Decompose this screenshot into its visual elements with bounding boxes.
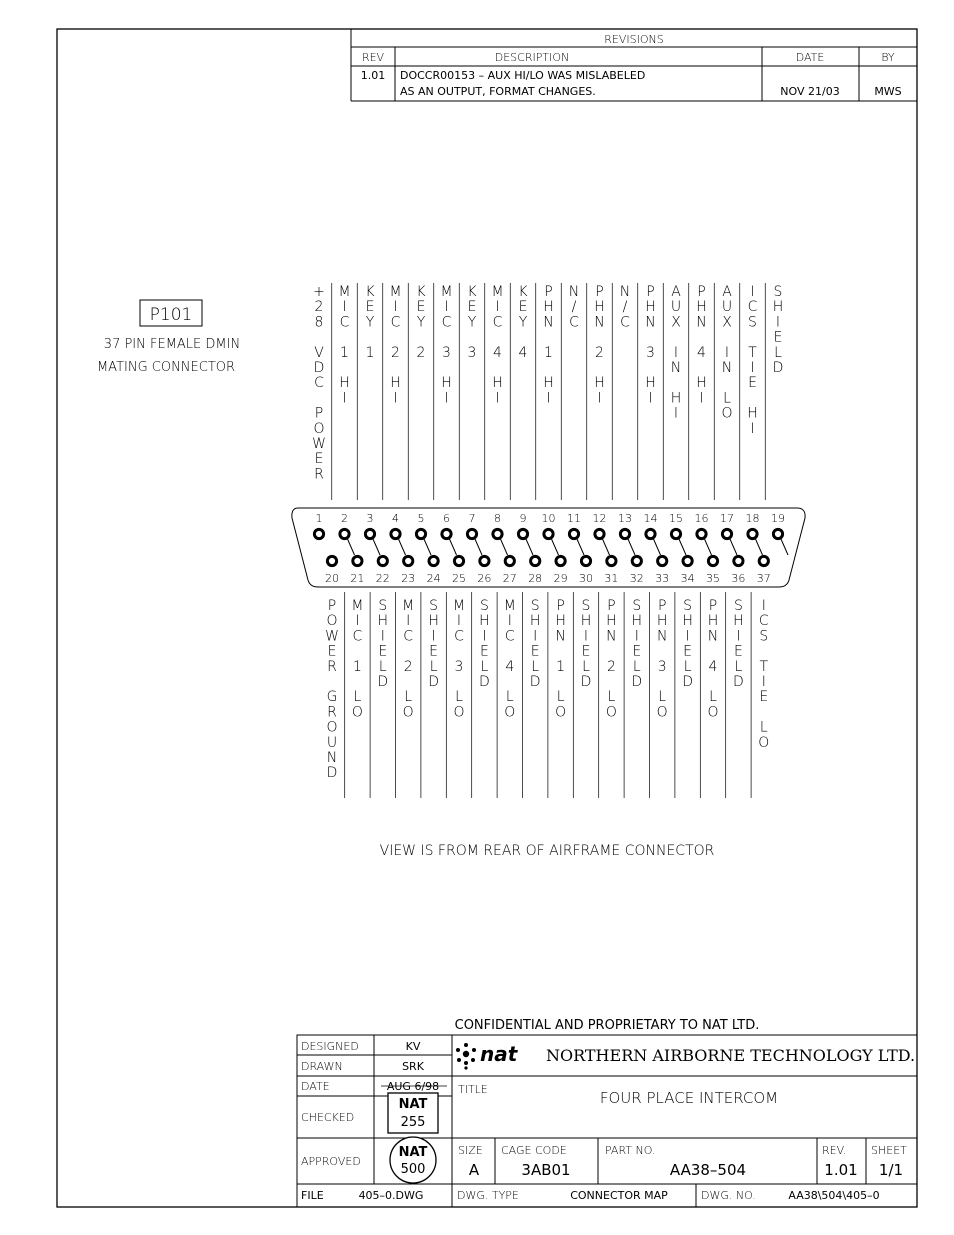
pin-leader	[501, 539, 508, 555]
pin-number-26: 26	[477, 572, 492, 585]
date-value: AUG 6/98	[386, 1080, 440, 1093]
pin-leader	[654, 539, 661, 555]
pin-number-14: 14	[643, 512, 658, 525]
pin-29-contact	[556, 556, 565, 565]
pin-8-contact	[493, 529, 502, 538]
pin-20-contact	[327, 556, 336, 565]
top-pin-labels	[312, 283, 783, 500]
pin-number-7: 7	[468, 512, 476, 525]
pin-leader	[399, 539, 406, 555]
pin-35-contact	[708, 556, 717, 565]
pin-number-35: 35	[706, 572, 720, 585]
pin-leader	[628, 539, 635, 555]
pin-4-contact	[391, 529, 400, 538]
pin-19-contact	[773, 529, 782, 538]
pin-leader	[679, 539, 686, 555]
pin-32-contact	[632, 556, 641, 565]
pin-number-5: 5	[417, 512, 425, 525]
bottom-pin-37-label: I C S T I E L O	[758, 598, 770, 751]
checked-label: CHECKED	[301, 1111, 355, 1124]
pin-27-contact	[505, 556, 514, 565]
pin-leader	[756, 539, 763, 555]
connector-id: P101	[149, 305, 193, 325]
top-pin-12-label: P H N 2 H I	[594, 284, 605, 407]
pin-3-contact	[365, 529, 374, 538]
bottom-pin-24-label: S H I E L D	[428, 598, 439, 690]
bottom-pin-30-label: S H I E L D	[580, 598, 592, 690]
rev-description-line2: AS AN OUTPUT, FORMAT CHANGES.	[400, 85, 596, 98]
pin-number-37: 37	[756, 572, 771, 585]
rev-header: REV	[361, 51, 385, 64]
pin-number-3: 3	[366, 512, 374, 525]
checked-stamp-line2: 255	[400, 1115, 426, 1130]
connector-pins	[314, 512, 788, 585]
pin-16-contact	[697, 529, 706, 538]
rev-value-title: 1.01	[824, 1161, 858, 1179]
connector-description-line1: 37 PIN FEMALE DMIN	[103, 337, 241, 352]
top-pin-6-label: M I C 3 H I	[440, 284, 453, 407]
bottom-pin-20-label: P O W E R G R O U N D	[325, 598, 339, 782]
bottom-pin-35-label: P H N 4 L O	[707, 598, 719, 721]
pin-number-18: 18	[745, 512, 760, 525]
date-header: DATE	[795, 51, 825, 64]
checked-stamp-line1: NAT	[398, 1097, 428, 1112]
pin-number-2: 2	[341, 512, 348, 525]
pin-leader	[577, 539, 584, 555]
pin-9-contact	[518, 529, 527, 538]
part-no-value: AA38–504	[669, 1161, 747, 1179]
top-pin-19-label: S H I E L D	[772, 284, 784, 376]
pin-number-27: 27	[502, 572, 517, 585]
pin-22-contact	[378, 556, 387, 565]
pin-31-contact	[607, 556, 616, 565]
sheet-value: 1/1	[878, 1161, 904, 1179]
pin-number-31: 31	[604, 572, 619, 585]
size-label: SIZE	[458, 1144, 483, 1157]
bottom-pin-23-label: M I C 2 L O	[402, 598, 415, 721]
drawn-value: SRK	[402, 1060, 424, 1073]
bottom-pin-21-label: M I C 1 L O	[351, 598, 364, 721]
pin-leader	[603, 539, 610, 555]
pin-leader	[705, 539, 712, 555]
pin-number-28: 28	[528, 572, 543, 585]
date-label: DATE	[301, 1080, 330, 1093]
top-pin-9-label: K E Y 4	[518, 284, 528, 361]
pin-leader	[348, 539, 355, 555]
bottom-pin-33-label: P H N 3 L O	[656, 598, 668, 721]
bottom-pin-labels	[325, 592, 769, 798]
pin-leader	[373, 539, 380, 555]
pin-7-contact	[467, 529, 476, 538]
pin-number-8: 8	[494, 512, 501, 525]
pin-21-contact	[353, 556, 362, 565]
top-pin-3-label: K E Y 1	[365, 284, 375, 361]
rev-description-line1: DOCCR00153 – AUX HI/LO WAS MISLABELED	[400, 69, 646, 82]
pin-number-20: 20	[325, 572, 339, 585]
bottom-pin-27-label: M I C 4 L O	[503, 598, 516, 721]
revisions-title: REVISIONS	[604, 33, 664, 46]
pin-number-1: 1	[315, 512, 323, 525]
pin-23-contact	[404, 556, 413, 565]
pin-number-12: 12	[592, 512, 607, 525]
pin-14-contact	[646, 529, 655, 538]
pin-33-contact	[658, 556, 667, 565]
designed-value: KV	[405, 1040, 421, 1053]
drawing-title: FOUR PLACE INTERCOM	[599, 1089, 779, 1107]
top-pin-11-label: N / C	[568, 284, 580, 331]
pin-number-29: 29	[553, 572, 568, 585]
bottom-pin-32-label: S H I E L D	[631, 598, 643, 690]
part-no-label: PART NO.	[605, 1144, 656, 1157]
pin-37-contact	[759, 556, 768, 565]
top-pin-4-label: M I C 2 H I	[389, 284, 402, 407]
pin-13-contact	[620, 529, 629, 538]
pin-number-9: 9	[519, 512, 527, 525]
pin-number-13: 13	[618, 512, 632, 525]
company-name: NORTHERN AIRBORNE TECHNOLOGY LTD.	[546, 1046, 916, 1065]
pin-leader	[781, 539, 788, 555]
pin-26-contact	[480, 556, 489, 565]
pin-leader	[424, 539, 431, 555]
nat-logo-icon	[456, 1043, 476, 1070]
pin-6-contact	[442, 529, 451, 538]
pin-number-23: 23	[401, 572, 416, 585]
pin-18-contact	[748, 529, 757, 538]
approved-label: APPROVED	[301, 1155, 361, 1168]
top-pin-7-label: K E Y 3	[467, 284, 477, 361]
cage-code-label: CAGE CODE	[501, 1144, 567, 1157]
pin-number-21: 21	[350, 572, 365, 585]
pin-number-4: 4	[392, 512, 399, 525]
pin-15-contact	[671, 529, 680, 538]
pin-12-contact	[595, 529, 604, 538]
top-pin-8-label: M I C 4 H I	[491, 284, 504, 407]
connector-description-line2: MATING CONNECTOR	[96, 360, 236, 375]
drawn-label: DRAWN	[301, 1060, 343, 1073]
confidential-notice: CONFIDENTIAL AND PROPRIETARY TO NAT LTD.	[454, 1018, 760, 1033]
pin-25-contact	[454, 556, 463, 565]
pin-11-contact	[569, 529, 578, 538]
pin-leader	[450, 539, 457, 555]
pin-17-contact	[722, 529, 731, 538]
rev-date: NOV 21/03	[780, 85, 840, 98]
top-pin-13-label: N / C	[619, 284, 631, 331]
pin-number-34: 34	[680, 572, 695, 585]
pin-leader	[526, 539, 533, 555]
bottom-pin-36-label: S H I E L D	[733, 598, 744, 690]
top-pin-14-label: P H N 3 H I	[645, 284, 656, 407]
dwg-type-label: DWG. TYPE	[457, 1189, 519, 1202]
title-label: TITLE	[458, 1083, 488, 1096]
bottom-pin-34-label: S H I E L D	[682, 598, 693, 690]
pin-number-19: 19	[771, 512, 785, 525]
view-note: VIEW IS FROM REAR OF AIRFRAME CONNECTOR	[379, 843, 715, 859]
pin-number-36: 36	[731, 572, 746, 585]
pin-leader	[730, 539, 737, 555]
pin-10-contact	[544, 529, 553, 538]
pin-leader	[552, 539, 559, 555]
pin-number-10: 10	[541, 512, 556, 525]
pin-number-33: 33	[655, 572, 670, 585]
by-header: BY	[881, 51, 895, 64]
approved-stamp-line1: NAT	[398, 1145, 428, 1160]
pin-number-17: 17	[720, 512, 734, 525]
pin-number-11: 11	[567, 512, 581, 525]
rev-by: MWS	[874, 85, 902, 98]
bottom-pin-25-label: M I C 3 L O	[452, 598, 466, 721]
top-pin-2-label: M I C 1 H I	[338, 284, 351, 407]
pin-number-32: 32	[629, 572, 644, 585]
bottom-pin-28-label: S H I E L D	[529, 598, 541, 690]
bottom-pin-22-label: S H I E L D	[377, 598, 389, 690]
dwg-no-value: AA38\504\405–0	[788, 1189, 880, 1202]
file-value: 405–0.DWG	[358, 1189, 424, 1202]
top-pin-18-label: I C S T I E H I	[747, 284, 758, 437]
pin-number-24: 24	[426, 572, 441, 585]
pin-number-6: 6	[443, 512, 450, 525]
pin-number-22: 22	[375, 572, 390, 585]
bottom-pin-26-label: S H I E L D	[479, 598, 490, 690]
top-pin-16-label: P H N 4 H I	[696, 284, 707, 407]
top-pin-1-label: + 2 8 V D C P O W E R	[312, 284, 326, 483]
bottom-pin-31-label: P H N 2 L O	[605, 598, 617, 721]
dwg-no-label: DWG. NO.	[701, 1189, 756, 1202]
sheet-label: SHEET	[871, 1144, 907, 1157]
pin-number-30: 30	[579, 572, 593, 585]
pin-number-15: 15	[669, 512, 683, 525]
size-value: A	[468, 1161, 480, 1179]
pin-number-25: 25	[452, 572, 466, 585]
bottom-pin-29-label: P H N 1 L O	[555, 598, 567, 721]
pin-36-contact	[734, 556, 743, 565]
cage-code-value: 3AB01	[521, 1161, 571, 1179]
rev-value: 1.01	[360, 69, 386, 82]
pin-number-16: 16	[694, 512, 709, 525]
file-label: FILE	[301, 1189, 324, 1202]
description-header: DESCRIPTION	[494, 51, 570, 64]
designed-label: DESIGNED	[301, 1040, 359, 1053]
rev-label: REV.	[822, 1144, 847, 1157]
pin-5-contact	[416, 529, 425, 538]
top-pin-17-label: A U X I N L O	[721, 284, 733, 422]
approved-stamp-line2: 500	[400, 1162, 426, 1177]
pin-28-contact	[531, 556, 540, 565]
pin-1-contact	[314, 529, 323, 538]
pin-30-contact	[581, 556, 590, 565]
top-pin-5-label: K E Y 2	[416, 284, 426, 361]
top-pin-10-label: P H N 1 H I	[543, 284, 554, 407]
top-pin-15-label: A U X I N H I	[670, 284, 682, 422]
company-logo-text: nat	[480, 1042, 518, 1066]
pin-leader	[475, 539, 482, 555]
pin-24-contact	[429, 556, 438, 565]
pin-34-contact	[683, 556, 692, 565]
dwg-type-value: CONNECTOR MAP	[570, 1189, 668, 1202]
pin-2-contact	[340, 529, 349, 538]
